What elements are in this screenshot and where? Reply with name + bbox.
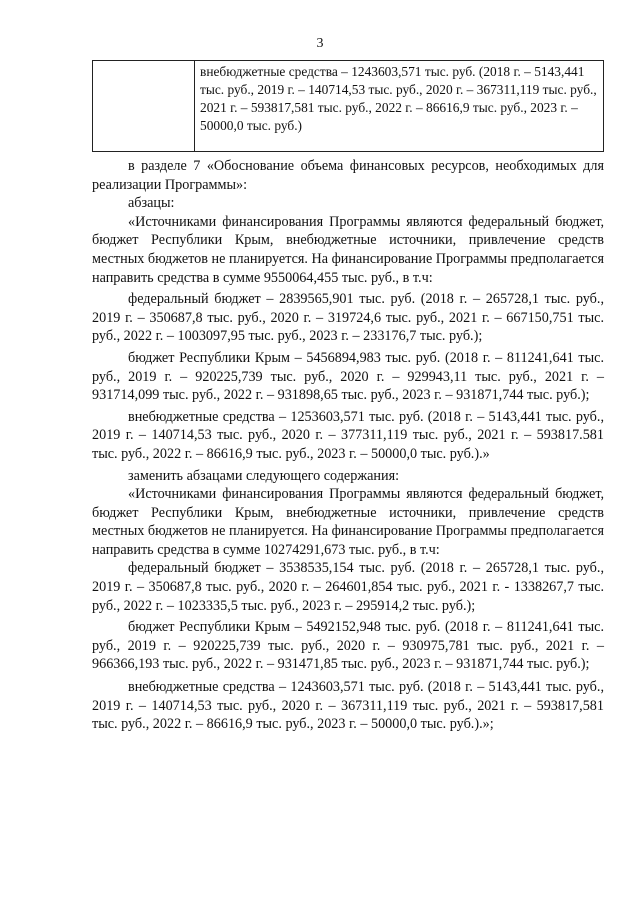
paragraph-abzacy: абзацы: [128, 195, 175, 212]
paragraph-old-crimea-budget: бюджет Республики Крым – 5456894,983 тыс. руб. (2018 г. – 811241,641 тыс. руб., 2019 г. – 920225,739 тыс. руб., 2020 г. – 929943,11 тыс. руб., 2021 г. – 931714,099 тыс. руб., 2022 г. – 931898,65 тыс. руб., 2023 г. – 931871,744 тыс. руб.); [92, 349, 604, 404]
page-number: 3 [316, 36, 324, 51]
table-cell-empty [93, 61, 195, 152]
continuation-table [92, 60, 604, 152]
table-cell-offbudget-funds: внебюджетные средства – 1243603,571 тыс. руб. (2018 г. – 5143,441 тыс. руб., 2019 г. – 140714,53 тыс. руб., 2020 г. – 367311,119 тыс. руб., 2021 г. – 593817,581 тыс. руб., 2022 г. – 86616,9 тыс. руб., 2023 г. – 50000,0 тыс. руб.) [195, 61, 604, 152]
paragraph-section-7-intro: в разделе 7 «Обоснование объема финансовых ресурсов, необходимых для реализации Программы»: [92, 158, 604, 193]
paragraph-old-sources: «Источниками финансирования Программы являются федеральный бюджет, бюджет Республики Крым, внебюджетные источники, привлечение средств местных бюджетов не планируется. На финансирование Программы предполагается направить средства в сумме 9550064,455 тыс. руб., в т.ч: [92, 213, 604, 286]
paragraph-new-federal-budget: федеральный бюджет – 3538535,154 тыс. руб. (2018 г. – 265728,1 тыс. руб., 2019 г. – 350687,8 тыс. руб., 2020 г. – 264601,854 тыс. руб., 2021 г. - 1338267,7 тыс. руб., 2022 г. – 1023335,5 тыс. руб., 2023 г. – 295914,2 тыс. руб.); [92, 560, 604, 614]
paragraph-old-federal-budget: федеральный бюджет – 2839565,901 тыс. руб. (2018 г. – 265728,1 тыс. руб., 2019 г. – 350687,8 тыс. руб., 2020 г. – 319724,6 тыс. руб., 2021 г. – 667150,751 тыс. руб., 2022 г. – 1003097,95 тыс. руб., 2023 г. – 233176,7 тыс. руб.); [92, 291, 604, 345]
table-row [93, 61, 604, 152]
paragraph-replace-with: заменить абзацами следующего содержания: [128, 467, 400, 484]
paragraph-new-offbudget: внебюджетные средства – 1243603,571 тыс. руб. (2018 г. – 5143,441 тыс. руб., 2019 г. – 140714,53 тыс. руб., 2020 г. – 367311,119 тыс. руб., 2021 г. – 593817,581 тыс. руб., 2022 г. – 86616,9 тыс. руб., 2023 г. – 50000,0 тыс. руб.).»; [92, 679, 604, 733]
document-body [92, 157, 604, 734]
paragraph-new-crimea-budget: бюджет Республики Крым – 5492152,948 тыс. руб. (2018 г. – 811241,641 тыс. руб., 2019 г. – 920225,739 тыс. руб., 2020 г. – 930975,781 тыс. руб., 2021 г. – 966366,193 тыс. руб., 2022 г. – 931471,85 тыс. руб., 2023 г. – 931871,744 тыс. руб.); [92, 619, 604, 673]
paragraph-old-offbudget: внебюджетные средства – 1253603,571 тыс. руб. (2018 г. – 5143,441 тыс. руб., 2019 г. – 140714,53 тыс. руб., 2020 г. – 377311,119 тыс. руб., 2021 г. – 593817.581 тыс. руб., 2022 г. – 86616,9 тыс. руб., 2023 г. – 50000,0 тыс. руб.).» [92, 408, 604, 462]
paragraph-new-sources: «Источниками финансирования Программы являются федеральный бюджет, бюджет Республики Крым, внебюджетные источники, привлечение средств местных бюджетов не планируется. На финансирование Программы предполагается направить средства в сумме 10274291,673 тыс. руб., в т.ч: [92, 486, 604, 558]
